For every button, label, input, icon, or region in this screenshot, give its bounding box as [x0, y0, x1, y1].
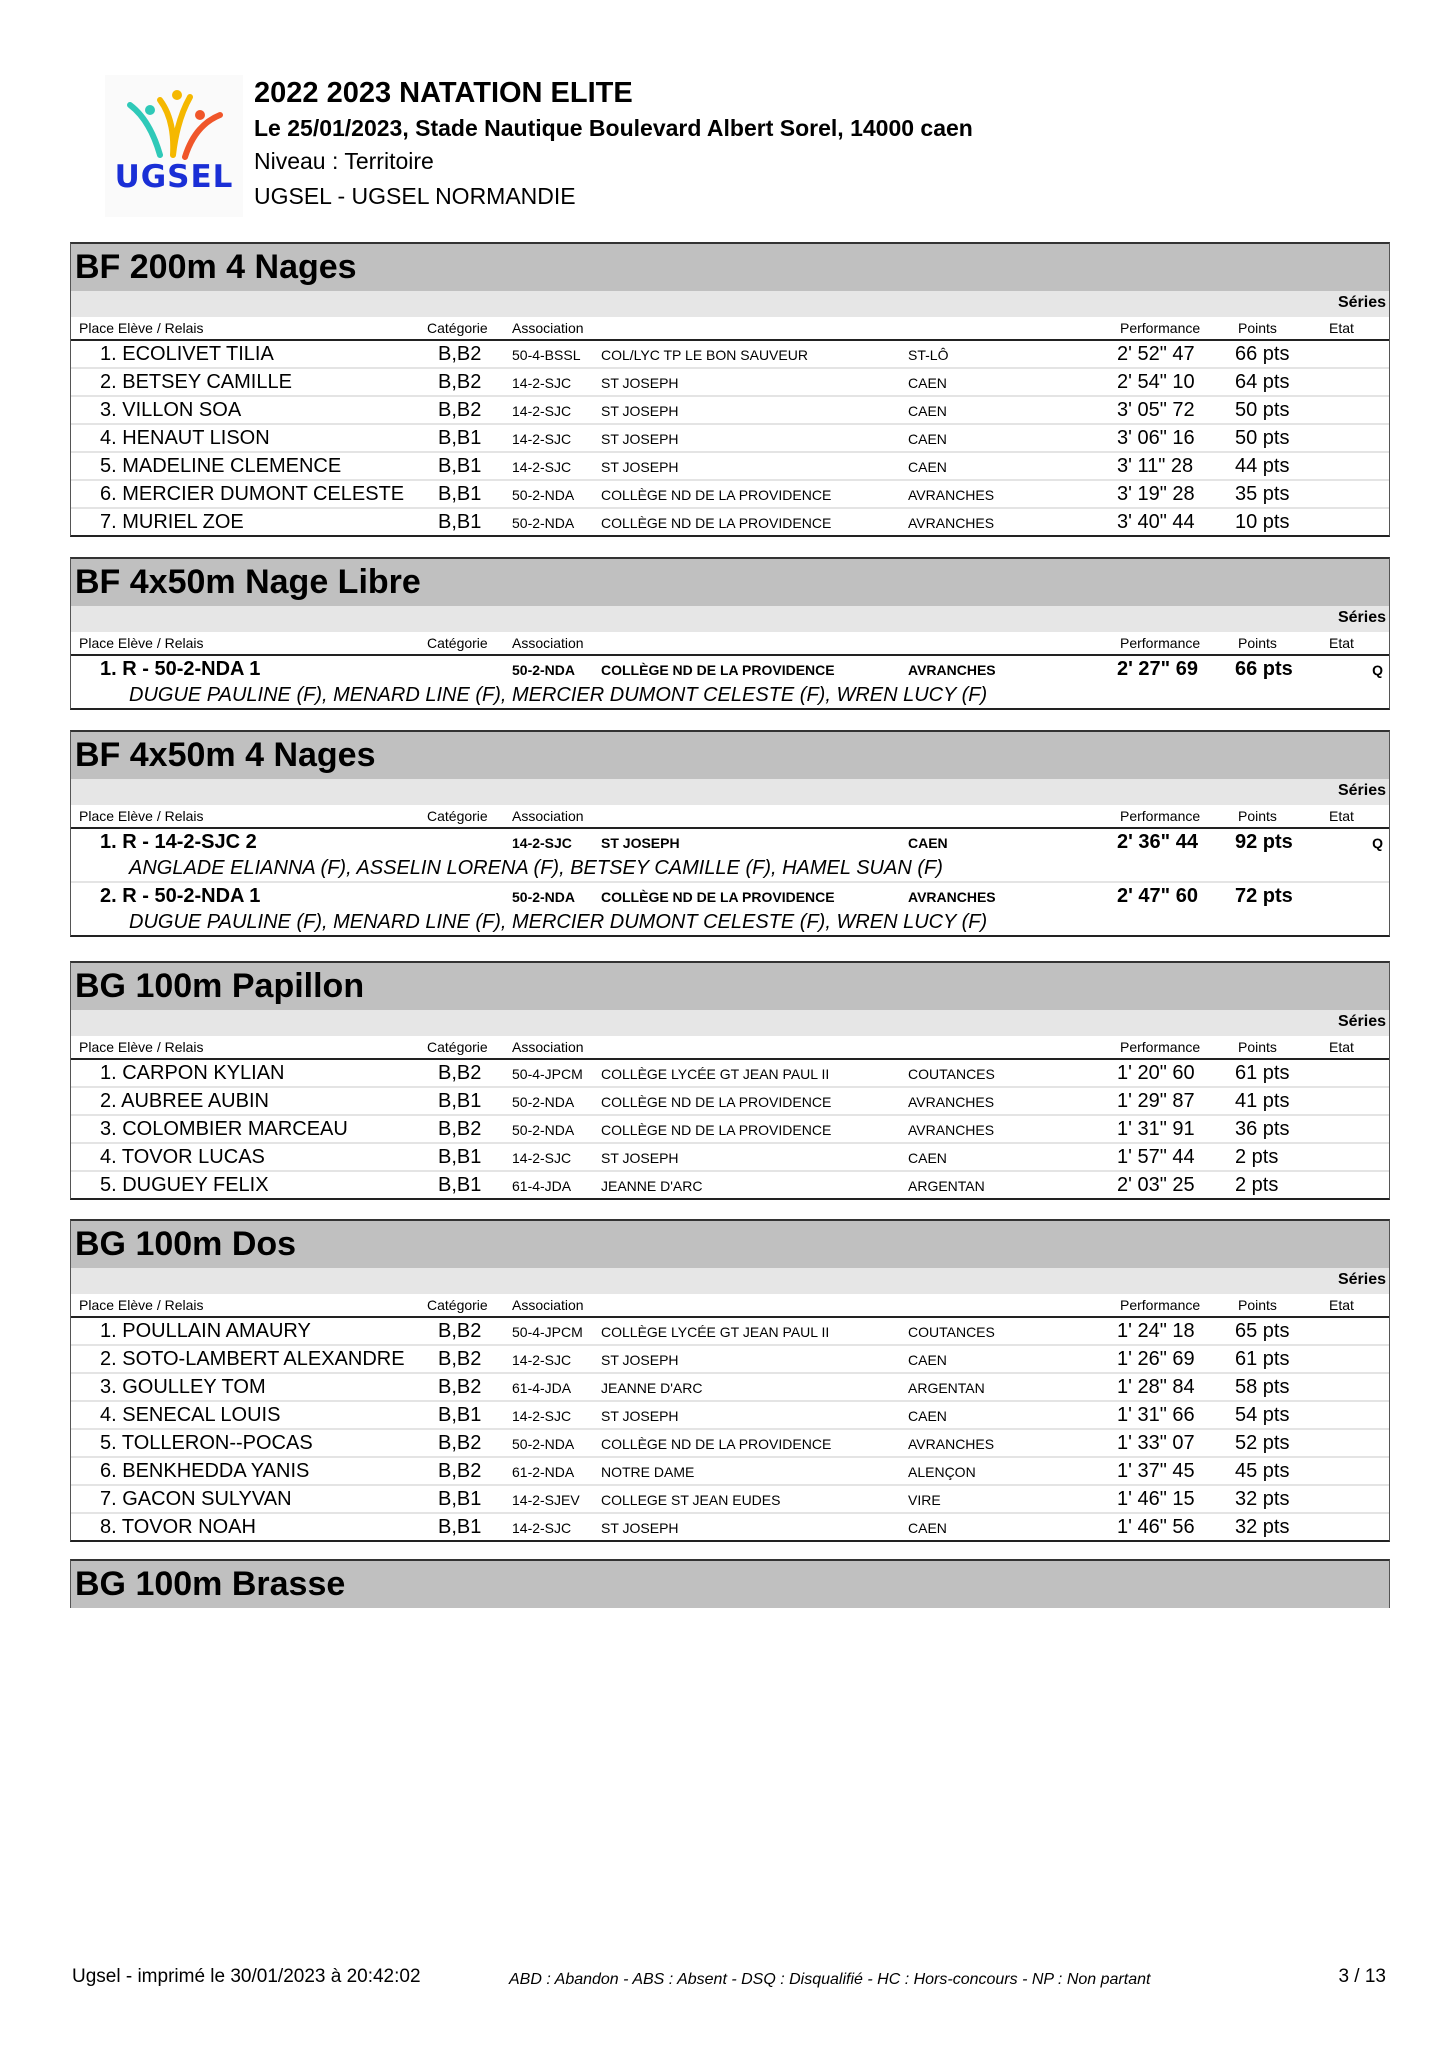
column-header-performance: Performance — [1120, 1039, 1201, 1055]
result-row — [71, 341, 1389, 369]
result-cat: B,B2 — [438, 1460, 482, 1482]
result-row — [71, 1116, 1389, 1144]
result-name: 3. VILLON SOA — [100, 399, 242, 421]
result-asso: COLLÈGE LYCÉE GT JEAN PAUL II — [601, 1066, 830, 1082]
result-asso: COLLÈGE ND DE LA PROVIDENCE — [601, 1094, 832, 1110]
column-header-points: Points — [1238, 635, 1277, 651]
result-pts: 36 pts — [1235, 1118, 1290, 1140]
series-bar — [71, 1268, 1389, 1294]
result-row — [71, 1486, 1389, 1514]
results-table — [71, 1318, 1389, 1540]
result-pts: 65 pts — [1235, 1320, 1290, 1342]
result-row — [71, 829, 1389, 855]
ugsel-figures-icon — [105, 75, 243, 165]
result-pts: 2 pts — [1235, 1174, 1279, 1196]
ugsel-logo — [105, 75, 243, 217]
event-title: 2022 2023 NATATION ELITE — [254, 77, 633, 109]
result-pts: 64 pts — [1235, 371, 1290, 393]
column-header-association: Association — [512, 808, 584, 824]
result-city: ST-LÔ — [908, 347, 949, 363]
result-code: 61-4-JDA — [512, 1380, 572, 1396]
result-perf: 3' 19" 28 — [1117, 483, 1195, 505]
result-asso: COLLÈGE ND DE LA PROVIDENCE — [601, 1436, 832, 1452]
result-code: 50-4-JPCM — [512, 1066, 583, 1082]
result-cat: B,B1 — [438, 1516, 482, 1538]
result-row — [71, 1430, 1389, 1458]
result-pts: 72 pts — [1235, 885, 1293, 907]
result-row — [71, 453, 1389, 481]
result-name: 1. POULLAIN AMAURY — [100, 1320, 311, 1342]
result-perf: 3' 05" 72 — [1117, 399, 1195, 421]
result-name: 1. R - 50-2-NDA 1 — [100, 658, 261, 680]
result-pts: 10 pts — [1235, 511, 1290, 533]
result-name: 4. TOVOR LUCAS — [100, 1146, 265, 1168]
result-name: 5. DUGUEY FELIX — [100, 1174, 269, 1196]
result-code: 61-2-NDA — [512, 1464, 575, 1480]
result-perf: 1' 46" 15 — [1117, 1488, 1195, 1510]
result-city: CAEN — [908, 431, 947, 447]
result-city: AVRANCHES — [908, 1094, 995, 1110]
result-perf: 1' 20" 60 — [1117, 1062, 1195, 1084]
column-header-performance: Performance — [1120, 1297, 1201, 1313]
column-header-place: Place Elève / Relais — [79, 320, 204, 336]
result-asso: ST JOSEPH — [601, 459, 679, 475]
result-row — [71, 509, 1389, 535]
result-name: 1. ECOLIVET TILIA — [100, 343, 274, 365]
result-code: 50-2-NDA — [512, 515, 575, 531]
result-asso: JEANNE D'ARC — [601, 1178, 703, 1194]
column-header — [71, 805, 1389, 829]
event-section — [70, 242, 1390, 537]
column-header-points: Points — [1238, 1039, 1277, 1055]
result-name: 2. BETSEY CAMILLE — [100, 371, 292, 393]
column-header-state: Etat — [1329, 1039, 1354, 1055]
result-row — [71, 1514, 1389, 1540]
section-title: BF 4x50m Nage Libre — [71, 559, 1389, 606]
column-header-state: Etat — [1329, 320, 1354, 336]
result-code: 50-2-NDA — [512, 487, 575, 503]
series-label: Séries — [1337, 609, 1386, 626]
column-header-place: Place Elève / Relais — [79, 1039, 204, 1055]
result-perf: 3' 11" 28 — [1117, 455, 1194, 477]
result-cat: B,B1 — [438, 455, 482, 477]
result-code: 61-4-JDA — [512, 1178, 572, 1194]
result-perf: 1' 29" 87 — [1117, 1090, 1195, 1112]
relay-swimmers-row — [71, 855, 1389, 883]
result-code: 14-2-SJC — [512, 1352, 572, 1368]
result-name: 3. GOULLEY TOM — [100, 1376, 266, 1398]
series-bar — [71, 291, 1389, 317]
column-header — [71, 317, 1389, 341]
result-pts: 50 pts — [1235, 399, 1290, 421]
footer-legend: ABD : Abandon - ABS : Absent - DSQ : Disqualifié - HC : Hors-concours - NP : Non partant — [509, 1971, 1151, 1988]
relay-swimmers-row — [71, 909, 1389, 935]
result-cat: B,B1 — [438, 511, 482, 533]
result-asso: ST JOSEPH — [601, 1150, 679, 1166]
result-name: 4. HENAUT LISON — [100, 427, 270, 449]
result-name: 7. GACON SULYVAN — [100, 1488, 292, 1510]
result-city: COUTANCES — [908, 1324, 995, 1340]
result-pts: 50 pts — [1235, 427, 1290, 449]
result-city: COUTANCES — [908, 1066, 995, 1082]
result-pts: 92 pts — [1235, 831, 1293, 853]
column-header — [71, 1036, 1389, 1060]
result-pts: 41 pts — [1235, 1090, 1290, 1112]
result-cat: B,B2 — [438, 1118, 482, 1140]
result-city: ARGENTAN — [908, 1380, 985, 1396]
section-title: BG 100m Papillon — [71, 963, 1389, 1010]
result-code: 50-2-NDA — [512, 662, 576, 678]
series-label: Séries — [1337, 782, 1386, 799]
result-cat: B,B1 — [438, 1090, 482, 1112]
result-cat: B,B1 — [438, 1404, 482, 1426]
section-title: BF 200m 4 Nages — [71, 244, 1389, 291]
series-label: Séries — [1337, 1271, 1386, 1288]
series-bar — [71, 1010, 1389, 1036]
result-city: AVRANCHES — [908, 1436, 995, 1452]
section-title: BG 100m Brasse — [71, 1561, 1389, 1608]
column-header — [71, 632, 1389, 656]
result-row — [71, 1346, 1389, 1374]
footer-printed: Ugsel - imprimé le 30/01/2023 à 20:42:02 — [72, 1966, 421, 1987]
result-pts: 2 pts — [1235, 1146, 1279, 1168]
result-city: AVRANCHES — [908, 515, 995, 531]
column-header-category: Catégorie — [427, 1297, 488, 1313]
result-city: AVRANCHES — [908, 662, 996, 678]
result-code: 14-2-SJC — [512, 403, 572, 419]
result-perf: 1' 26" 69 — [1117, 1348, 1195, 1370]
results-table — [71, 829, 1389, 935]
result-asso: ST JOSEPH — [601, 1520, 679, 1536]
results-table — [71, 341, 1389, 535]
result-perf: 3' 06" 16 — [1117, 427, 1195, 449]
result-pts: 32 pts — [1235, 1516, 1290, 1538]
result-cat: B,B2 — [438, 1376, 482, 1398]
event-organizer: UGSEL - UGSEL NORMANDIE — [254, 183, 576, 209]
result-pts: 45 pts — [1235, 1460, 1290, 1482]
event-section — [70, 961, 1390, 1200]
result-pts: 61 pts — [1235, 1348, 1290, 1370]
result-perf: 1' 37" 45 — [1117, 1460, 1195, 1482]
column-header-association: Association — [512, 320, 584, 336]
result-city: ARGENTAN — [908, 1178, 985, 1194]
result-code: 14-2-SJC — [512, 459, 572, 475]
column-header-category: Catégorie — [427, 1039, 488, 1055]
result-cat: B,B2 — [438, 1062, 482, 1084]
column-header-category: Catégorie — [427, 320, 488, 336]
result-pts: 32 pts — [1235, 1488, 1290, 1510]
result-row — [71, 1318, 1389, 1346]
result-code: 50-4-JPCM — [512, 1324, 583, 1340]
result-asso: COLLÈGE ND DE LA PROVIDENCE — [601, 889, 835, 905]
result-row — [71, 369, 1389, 397]
result-city: CAEN — [908, 403, 947, 419]
result-row — [71, 1374, 1389, 1402]
column-header-performance: Performance — [1120, 635, 1201, 651]
result-asso: COLLÈGE ND DE LA PROVIDENCE — [601, 515, 832, 531]
result-perf: 1' 57" 44 — [1117, 1146, 1195, 1168]
result-state: Q — [1372, 835, 1383, 851]
column-header-state: Etat — [1329, 1297, 1354, 1313]
result-perf: 2' 27" 69 — [1117, 658, 1198, 680]
result-code: 14-2-SJC — [512, 1520, 572, 1536]
column-header-place: Place Elève / Relais — [79, 1297, 204, 1313]
result-pts: 61 pts — [1235, 1062, 1290, 1084]
footer-page-number: 3 / 13 — [1338, 1966, 1386, 1987]
result-city: CAEN — [908, 459, 947, 475]
result-perf: 3' 40" 44 — [1117, 511, 1195, 533]
column-header-category: Catégorie — [427, 808, 488, 824]
result-asso: COLLÈGE ND DE LA PROVIDENCE — [601, 487, 832, 503]
result-perf: 2' 03" 25 — [1117, 1174, 1195, 1196]
result-name: 1. R - 14-2-SJC 2 — [100, 831, 257, 853]
result-name: 2. AUBREE AUBIN — [100, 1090, 269, 1112]
result-cat: B,B1 — [438, 1174, 482, 1196]
result-asso: ST JOSEPH — [601, 835, 680, 851]
result-perf: 1' 31" 66 — [1117, 1404, 1195, 1426]
result-asso: ST JOSEPH — [601, 431, 679, 447]
result-cat: B,B1 — [438, 1488, 482, 1510]
logo-text: UGSEL — [114, 159, 234, 195]
result-cat: B,B2 — [438, 399, 482, 421]
event-level: Niveau : Territoire — [254, 148, 434, 174]
result-city: CAEN — [908, 835, 948, 851]
event-section — [70, 1559, 1390, 1608]
result-cat: B,B1 — [438, 427, 482, 449]
result-name: 8. TOVOR NOAH — [100, 1516, 256, 1538]
column-header-state: Etat — [1329, 635, 1354, 651]
result-asso: COLLÈGE ND DE LA PROVIDENCE — [601, 662, 835, 678]
result-asso: COLLÈGE LYCÉE GT JEAN PAUL II — [601, 1324, 830, 1340]
result-asso: ST JOSEPH — [601, 403, 679, 419]
result-row — [71, 1088, 1389, 1116]
series-label: Séries — [1337, 294, 1386, 311]
result-row — [71, 1172, 1389, 1198]
result-code: 14-2-SJC — [512, 431, 572, 447]
result-code: 50-4-BSSL — [512, 347, 581, 363]
result-city: VIRE — [908, 1492, 941, 1508]
result-code: 14-2-SJC — [512, 835, 572, 851]
result-row — [71, 425, 1389, 453]
result-cat: B,B2 — [438, 1320, 482, 1342]
result-name: 6. MERCIER DUMONT CELESTE — [100, 483, 405, 505]
column-header-points: Points — [1238, 320, 1277, 336]
column-header-performance: Performance — [1120, 808, 1201, 824]
result-row — [71, 1458, 1389, 1486]
result-asso: JEANNE D'ARC — [601, 1380, 703, 1396]
result-name: 5. MADELINE CLEMENCE — [100, 455, 342, 477]
result-cat: B,B2 — [438, 371, 482, 393]
result-cat: B,B2 — [438, 343, 482, 365]
results-table — [71, 656, 1389, 708]
result-perf: 2' 36" 44 — [1117, 831, 1198, 853]
section-title: BF 4x50m 4 Nages — [71, 732, 1389, 779]
series-bar — [71, 779, 1389, 805]
result-asso: COL/LYC TP LE BON SAUVEUR — [601, 347, 808, 363]
result-pts: 54 pts — [1235, 1404, 1290, 1426]
result-asso: COLLÈGE ND DE LA PROVIDENCE — [601, 1122, 832, 1138]
result-city: AVRANCHES — [908, 889, 996, 905]
result-cat: B,B2 — [438, 1432, 482, 1454]
column-header-state: Etat — [1329, 808, 1354, 824]
result-name: 3. COLOMBIER MARCEAU — [100, 1118, 348, 1140]
result-perf: 1' 31" 91 — [1117, 1118, 1195, 1140]
result-cat: B,B1 — [438, 483, 482, 505]
section-title: BG 100m Dos — [71, 1221, 1389, 1268]
result-perf: 1' 24" 18 — [1117, 1320, 1195, 1342]
result-name: 1. CARPON KYLIAN — [100, 1062, 285, 1084]
event-section — [70, 557, 1390, 710]
result-perf: 1' 46" 56 — [1117, 1516, 1195, 1538]
result-row — [71, 1402, 1389, 1430]
column-header-points: Points — [1238, 808, 1277, 824]
result-name: 2. SOTO-LAMBERT ALEXANDRE — [100, 1348, 405, 1370]
result-row — [71, 1144, 1389, 1172]
result-city: CAEN — [908, 1352, 947, 1368]
result-code: 14-2-SJC — [512, 375, 572, 391]
column-header-place: Place Elève / Relais — [79, 635, 204, 651]
result-code: 50-2-NDA — [512, 1094, 575, 1110]
result-pts: 52 pts — [1235, 1432, 1290, 1454]
result-pts: 66 pts — [1235, 343, 1290, 365]
result-city: CAEN — [908, 375, 947, 391]
relay-swimmers: ANGLADE ELIANNA (F), ASSELIN LORENA (F), BETSEY CAMILLE (F), HAMEL SUAN (F) — [129, 857, 943, 879]
result-city: AVRANCHES — [908, 487, 995, 503]
result-row — [71, 883, 1389, 909]
relay-swimmers: DUGUE PAULINE (F), MENARD LINE (F), MERCIER DUMONT CELESTE (F), WREN LUCY (F) — [129, 911, 988, 933]
result-city: AVRANCHES — [908, 1122, 995, 1138]
event-section — [70, 1219, 1390, 1542]
result-cat: B,B1 — [438, 1146, 482, 1168]
result-asso: NOTRE DAME — [601, 1464, 695, 1480]
result-cat: B,B2 — [438, 1348, 482, 1370]
result-name: 7. MURIEL ZOE — [100, 511, 244, 533]
column-header-category: Catégorie — [427, 635, 488, 651]
column-header-association: Association — [512, 1039, 584, 1055]
result-name: 6. BENKHEDDA YANIS — [100, 1460, 310, 1482]
result-city: CAEN — [908, 1520, 947, 1536]
result-pts: 44 pts — [1235, 455, 1290, 477]
column-header-place: Place Elève / Relais — [79, 808, 204, 824]
result-state: Q — [1372, 662, 1383, 678]
result-pts: 58 pts — [1235, 1376, 1290, 1398]
result-code: 14-2-SJC — [512, 1150, 572, 1166]
column-header-points: Points — [1238, 1297, 1277, 1313]
result-name: 4. SENECAL LOUIS — [100, 1404, 281, 1426]
relay-swimmers: DUGUE PAULINE (F), MENARD LINE (F), MERCIER DUMONT CELESTE (F), WREN LUCY (F) — [129, 684, 988, 706]
result-asso: ST JOSEPH — [601, 375, 679, 391]
series-bar — [71, 606, 1389, 632]
result-row — [71, 397, 1389, 425]
result-perf: 1' 33" 07 — [1117, 1432, 1195, 1454]
result-perf: 2' 52" 47 — [1117, 343, 1195, 365]
result-perf: 2' 47" 60 — [1117, 885, 1198, 907]
column-header — [71, 1294, 1389, 1318]
result-row — [71, 1060, 1389, 1088]
result-city: CAEN — [908, 1150, 947, 1166]
event-section — [70, 730, 1390, 937]
result-row — [71, 656, 1389, 682]
result-perf: 2' 54" 10 — [1117, 371, 1195, 393]
series-label: Séries — [1337, 1013, 1386, 1030]
result-asso: ST JOSEPH — [601, 1408, 679, 1424]
result-pts: 35 pts — [1235, 483, 1290, 505]
result-code: 14-2-SJEV — [512, 1492, 580, 1508]
column-header-association: Association — [512, 635, 584, 651]
result-city: CAEN — [908, 1408, 947, 1424]
result-city: ALENÇON — [908, 1464, 976, 1480]
event-subtitle: Le 25/01/2023, Stade Nautique Boulevard Albert Sorel, 14000 caen — [254, 115, 973, 141]
result-asso: ST JOSEPH — [601, 1352, 679, 1368]
result-name: 5. TOLLERON--POCAS — [100, 1432, 313, 1454]
result-pts: 66 pts — [1235, 658, 1293, 680]
result-name: 2. R - 50-2-NDA 1 — [100, 885, 261, 907]
result-perf: 1' 28" 84 — [1117, 1376, 1195, 1398]
column-header-association: Association — [512, 1297, 584, 1313]
relay-swimmers-row — [71, 682, 1389, 708]
result-code: 50-2-NDA — [512, 1436, 575, 1452]
column-header-performance: Performance — [1120, 320, 1201, 336]
result-code: 50-2-NDA — [512, 889, 576, 905]
result-code: 50-2-NDA — [512, 1122, 575, 1138]
result-asso: COLLEGE ST JEAN EUDES — [601, 1492, 781, 1508]
results-table — [71, 1060, 1389, 1198]
result-row — [71, 481, 1389, 509]
result-code: 14-2-SJC — [512, 1408, 572, 1424]
